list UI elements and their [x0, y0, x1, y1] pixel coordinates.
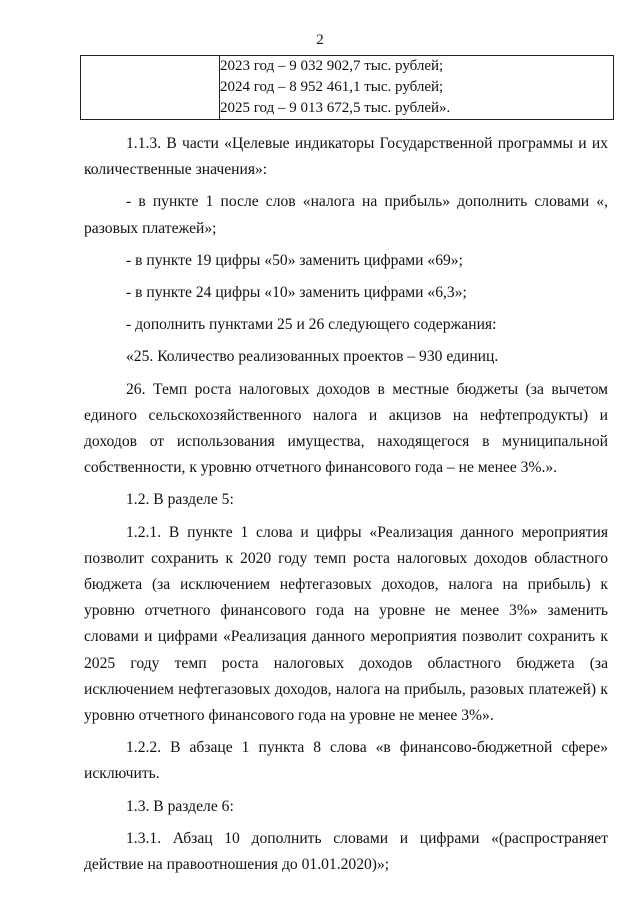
paragraph: 1.2.1. В пункте 1 слова и цифры «Реализация данного мероприятия позволит сохранить к 2020 году темп роста налоговых доходов областного бюджета (за исключением нефтегазовых доходов, налога на прибыль) к уровню отчетного финансового года на уровне не менее 3%» заменить словами и цифрами «Реализация данного мероприятия позволит сохранить к 2025 году темп роста налоговых доходов областного бюджета (за исключением нефтегазовых доходов, налога на прибыль, разовых платежей) к уровню отчетного финансового года на уровне не менее 3%». [84, 523, 608, 725]
table-row [81, 56, 614, 120]
page-number: 2 [316, 32, 324, 48]
paragraph: - в пункте 24 цифры «10» заменить цифрами «6,3»; [126, 284, 467, 302]
table-value-line: 2024 год – 8 952 461,1 тыс. рублей; [220, 79, 444, 95]
paragraph: - дополнить пунктами 25 и 26 следующего содержания: [126, 316, 497, 334]
paragraph: 1.3. В разделе 6: [126, 797, 234, 815]
paragraph: «25. Количество реализованных проектов – 930 единиц. [126, 348, 499, 366]
table-value-line: 2025 год – 9 013 672,5 тыс. рублей». [220, 100, 451, 116]
paragraph: 1.3.1. Абзац 10 дополнить словами и цифрами «(распространяет действие на правоотношения до 01.01.2020)»; [84, 829, 608, 874]
continuation-table [80, 55, 614, 120]
paragraph: 1.2.2. В абзаце 1 пункта 8 слова «в финансово-бюджетной сфере» исключить. [84, 739, 608, 783]
document-body [84, 131, 608, 878]
paragraph: 1.1.3. В части «Целевые индикаторы Государственной программы и их количественные значения»: [84, 135, 608, 179]
table-value-line: 2023 год – 9 032 902,7 тыс. рублей; [220, 58, 444, 74]
paragraph: 1.2. В разделе 5: [126, 491, 234, 509]
table-cell-empty [81, 56, 220, 120]
table-cell-values [220, 56, 614, 120]
paragraph: - в пункте 19 цифры «50» заменить цифрами «69»; [126, 251, 463, 269]
paragraph: 26. Темп роста налоговых доходов в местные бюджеты (за вычетом единого сельскохозяйственного налога и акцизов на нефтепродукты) и доходов от использования имущества, находящегося в муниципальной собственности, к уровню отчетного финансового года – не менее 3%.». [84, 380, 608, 477]
paragraph: - в пункте 1 после слов «налога на прибыль» дополнить словами «, разовых платежей»; [84, 193, 608, 237]
